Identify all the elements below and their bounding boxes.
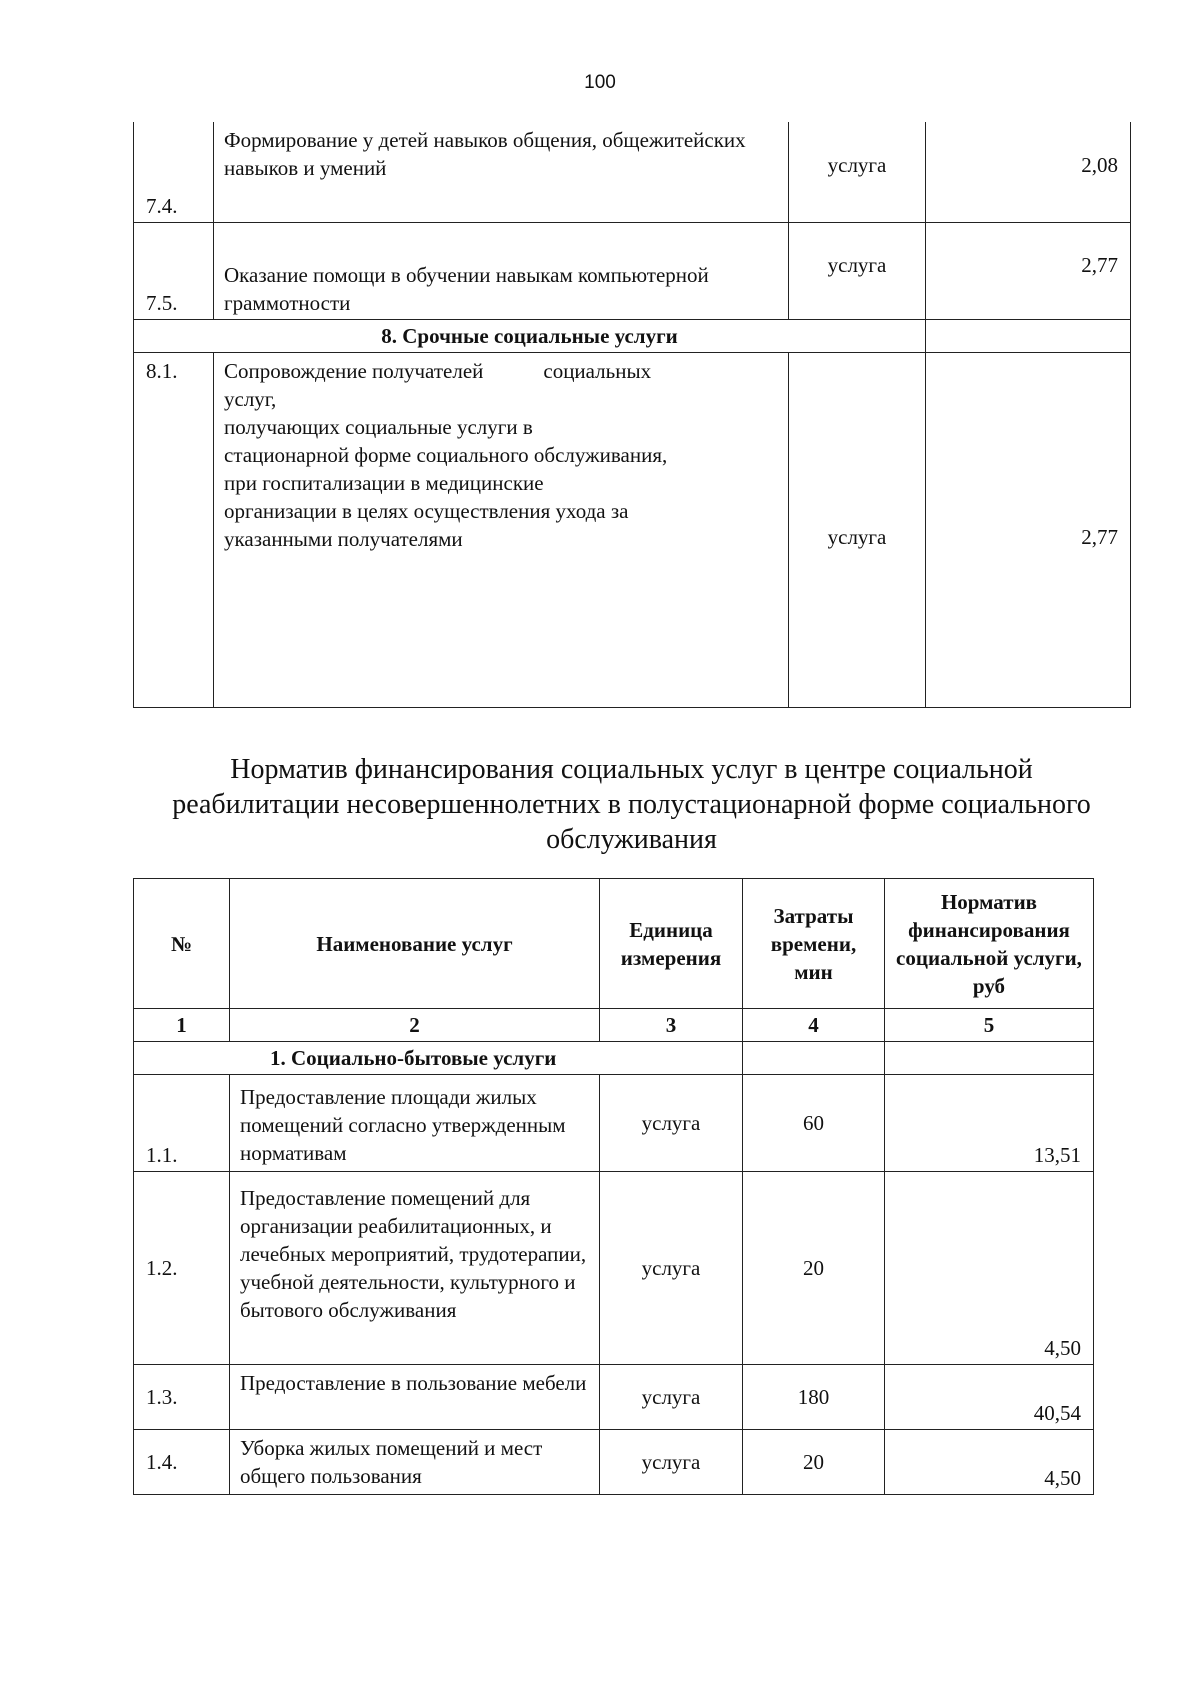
service-name: Уборка жилых помещений и мест общего пользования xyxy=(230,1430,600,1495)
table-row xyxy=(134,1075,1094,1172)
section-title: 8. Срочные социальные услуги xyxy=(134,319,926,352)
title-line: реабилитации несовершеннолетних в полустационарной форме социального xyxy=(172,789,1091,820)
value-cell: 4,50 xyxy=(885,1430,1094,1495)
unit-cell: услуга xyxy=(600,1075,743,1172)
services-table-continued xyxy=(133,122,1131,708)
row-index: 1.4. xyxy=(134,1430,230,1495)
table-row xyxy=(134,122,1131,222)
title-line: обслуживания xyxy=(546,824,717,855)
value-cell: 2,08 xyxy=(926,122,1131,222)
header-number: № xyxy=(134,879,230,1009)
unit-cell: услуга xyxy=(600,1172,743,1365)
page-number: 100 xyxy=(584,72,616,93)
row-index: 1.1. xyxy=(134,1075,230,1172)
row-index: 7.4. xyxy=(134,122,214,222)
header-norm: Норматив финансирования социальной услуги, руб xyxy=(885,879,1094,1009)
minutes-cell: 180 xyxy=(743,1365,885,1430)
row-index: 1.3. xyxy=(134,1365,230,1430)
unit-cell: услуга xyxy=(789,222,926,319)
service-name: Формирование у детей навыков общения, общежитейских навыков и умений xyxy=(214,122,789,222)
table-row xyxy=(134,1365,1094,1430)
row-index: 8.1. xyxy=(134,352,214,707)
service-name-line: Сопровождение получателей социальных xyxy=(224,358,652,383)
column-number: 2 xyxy=(230,1009,600,1042)
document-title xyxy=(133,752,1130,857)
empty-cell xyxy=(885,1042,1094,1075)
section-row xyxy=(134,319,1131,352)
value-cell: 2,77 xyxy=(926,352,1131,707)
row-index: 1.2. xyxy=(134,1172,230,1365)
header-row xyxy=(134,879,1094,1009)
service-name: Предоставление в пользование мебели xyxy=(230,1365,600,1430)
service-name-line: стационарной форме социального обслуживания, xyxy=(224,442,668,467)
table-row xyxy=(134,222,1131,319)
unit-cell: услуга xyxy=(789,352,926,707)
service-name-line: указанными получателями xyxy=(224,526,463,551)
service-name-line: при госпитализации в медицинские xyxy=(224,470,544,495)
column-number: 5 xyxy=(885,1009,1094,1042)
section-row xyxy=(134,1042,1094,1075)
header-unit: Единица измерения xyxy=(600,879,743,1009)
header-name: Наименование услуг xyxy=(230,879,600,1009)
minutes-cell: 20 xyxy=(743,1172,885,1365)
value-cell: 13,51 xyxy=(885,1075,1094,1172)
row-index: 7.5. xyxy=(134,222,214,319)
column-number: 4 xyxy=(743,1009,885,1042)
unit-cell: услуга xyxy=(600,1430,743,1495)
service-name: Оказание помощи в обучении навыкам компьютерной граммотности xyxy=(214,222,789,319)
unit-cell: услуга xyxy=(789,122,926,222)
table-row xyxy=(134,1430,1094,1495)
service-name: Предоставление площади жилых помещений согласно утвержденным нормативам xyxy=(230,1075,600,1172)
column-number: 1 xyxy=(134,1009,230,1042)
column-numbers-row xyxy=(134,1009,1094,1042)
service-name xyxy=(214,352,789,707)
value-cell: 2,77 xyxy=(926,222,1131,319)
table-row xyxy=(134,352,1131,707)
service-name: Предоставление помещений для организации реабилитационных, и лечебных мероприятий, трудотерапии, учебной деятельности, культурного и бытового обслуживания xyxy=(230,1172,600,1365)
service-name-line: получающих социальные услуги в xyxy=(224,414,533,439)
minutes-cell: 60 xyxy=(743,1075,885,1172)
value-cell: 4,50 xyxy=(885,1172,1094,1365)
financing-norms-table xyxy=(133,878,1094,1495)
title-line: Норматив финансирования социальных услуг в центре социальной xyxy=(230,754,1033,785)
header-time: Затраты времени, мин xyxy=(743,879,885,1009)
table-row xyxy=(134,1172,1094,1365)
service-name-line: организации в целях осуществления ухода за xyxy=(224,498,629,523)
empty-cell xyxy=(743,1042,885,1075)
service-name-line: услуг, xyxy=(224,386,277,411)
column-number: 3 xyxy=(600,1009,743,1042)
section-title: 1. Социально-бытовые услуги xyxy=(134,1042,743,1075)
unit-cell: услуга xyxy=(600,1365,743,1430)
minutes-cell: 20 xyxy=(743,1430,885,1495)
empty-cell xyxy=(926,319,1131,352)
value-cell: 40,54 xyxy=(885,1365,1094,1430)
